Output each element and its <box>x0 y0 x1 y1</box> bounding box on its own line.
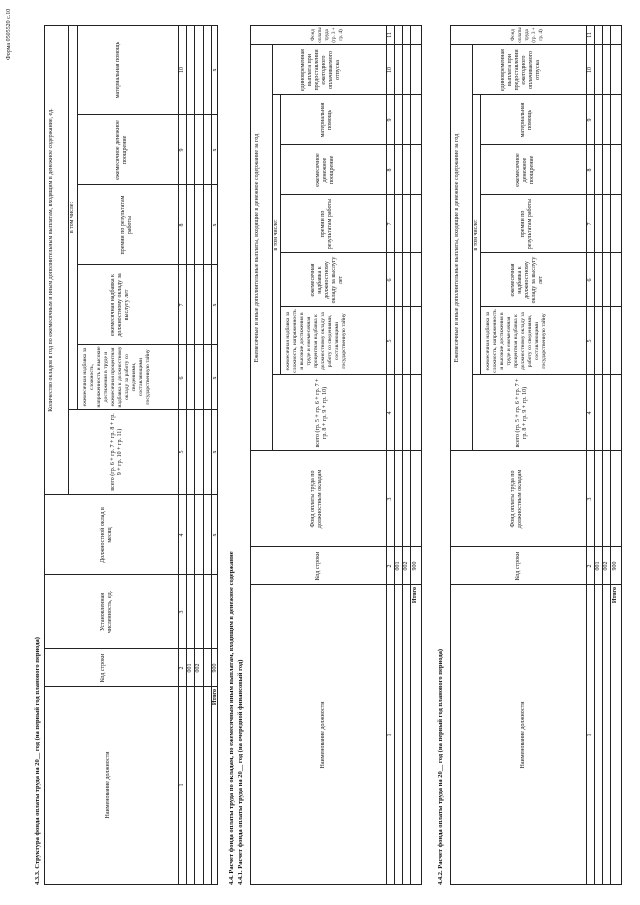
num-6: 6 <box>179 376 185 380</box>
num-4: 4 <box>179 533 185 537</box>
t441-num-7: 7 <box>387 222 393 226</box>
num-3: 3 <box>179 610 185 614</box>
t442-total-code: 900 <box>612 561 618 571</box>
col-code-header: Код строки <box>100 653 106 683</box>
section-442-title: 4.4.2. Расчет фонда оплаты труда на 20__ год (на первый год планового периода) <box>437 648 444 885</box>
total-x-8: x <box>212 223 218 227</box>
col-9-header: ежемесячное денежное поощрение <box>115 120 128 180</box>
total-x-9: x <box>212 148 218 152</box>
t441-col10-header: единовременная выплата при предоставлении ежегодного оплачиваемого отпуска <box>300 49 341 91</box>
t442-col11-header: Фонд оплаты труда (гр. 3 + гр. 4) <box>511 27 544 43</box>
t442-total-header: всего (гр. 5 + гр. 6 + гр. 7 + гр. 8 + гр. 9 + гр. 10) <box>515 378 528 448</box>
t442-fund-header: Фонд оплаты труда по должностным окладам <box>510 469 523 529</box>
t441-num-3: 3 <box>387 497 393 501</box>
t441-num-4: 4 <box>387 411 393 415</box>
num-1: 1 <box>179 783 185 787</box>
total-x-7: x <box>212 303 218 307</box>
row-code-002: 002 <box>195 663 201 673</box>
t441-code-001: 001 <box>395 561 401 571</box>
num-10: 10 <box>179 67 185 73</box>
t441-col11-header: Фонд оплаты труда (гр. 3 + гр. 4) <box>311 27 344 43</box>
t442-col5-header: ежемесячная надбавка за сложность, напряженность и высокие достижения в труде и ежемесячная процентная надбавка к должностному окладу за работу со сведениями, составляющими государственную тайну <box>485 309 547 373</box>
t441-col9-header: материальная помощь <box>320 102 333 138</box>
t441-num-6: 6 <box>387 278 393 282</box>
col-10-header: материальная помощь <box>115 41 121 99</box>
t442-num-8: 8 <box>587 168 593 172</box>
t442-num-4: 4 <box>587 411 593 415</box>
t441-col7-header: премии по результатам работы <box>320 198 333 250</box>
t441-total-code: 900 <box>412 561 418 571</box>
total-x-5: x <box>212 450 218 454</box>
total-x-salary: x <box>212 533 218 537</box>
t442-num-7: 7 <box>587 222 593 226</box>
t442-num-3: 3 <box>587 497 593 501</box>
t442-col10-header: единовременная выплата при предоставлении ежегодного оплачиваемого отпуска <box>500 49 541 91</box>
form-code: Форма 0505520 с.10 <box>6 8 12 60</box>
t441-num-2: 2 <box>387 564 393 568</box>
t442-col6-header: ежемесячная надбавка к должностному окладу за выслугу лет <box>510 256 544 304</box>
section-441-title: 4.4.1. Расчет фонда оплаты труда на 20__ год (на очередной финансовый год) <box>237 659 244 885</box>
num-7: 7 <box>179 303 185 307</box>
t441-num-9: 9 <box>387 118 393 122</box>
t442-code-002: 002 <box>603 561 609 571</box>
t442-col8-header: ежемесячное денежное поощрение <box>515 153 535 187</box>
t441-group-header: Ежемесячные и иные дополнительные выплаты, входящие в денежное содержание за год <box>254 133 260 363</box>
col-incl-header: в том числе: <box>69 201 75 234</box>
t441-col5-header: ежемесячная надбавка за сложность, напряженность и высокие достижения в труде и ежемесячная процентная надбавка к должностному окладу за работу со сведениями, составляющими государственную тайну <box>285 309 347 373</box>
section-44-title: 4.4. Расчет фонда оплаты труда по окладам, по ежемесячным иным выплатам, входящим в денежное содержание <box>228 551 235 885</box>
t442-num-10: 10 <box>587 67 593 73</box>
t442-total-label: Итого <box>612 587 618 604</box>
t442-num-11: 11 <box>587 32 593 38</box>
col-7-header: ежемесячная надбавка к должностному окладу за выслугу лет <box>110 273 130 337</box>
t441-incl-header: в том числе: <box>273 219 279 251</box>
t441-num-8: 8 <box>387 168 393 172</box>
t441-code-002: 002 <box>403 561 409 571</box>
t442-num-1: 1 <box>587 733 593 737</box>
t442-col9-header: материальная помощь <box>520 102 533 138</box>
t442-num-5: 5 <box>587 339 593 343</box>
num-9: 9 <box>179 148 185 152</box>
t441-num-5: 5 <box>387 339 393 343</box>
col-6-header: ежемесячная надбавка за сложность, напряженность и высокие достижения в труде и ежемесячная процентная надбавка к должностному окладу за работу со сведениями, составляющими государственную тайну <box>82 346 151 408</box>
row-code-001: 001 <box>187 663 193 673</box>
t442-num-6: 6 <box>587 278 593 282</box>
t442-code-header: Код строки <box>515 551 521 581</box>
t441-col6-header: ежемесячная надбавка к должностному окладу за выслугу лет <box>310 256 344 304</box>
t441-col8-header: ежемесячное денежное поощрение <box>315 153 335 187</box>
col-group-header: Количество окладов в год по ежемесячным и иным дополнительным выплатам, входящим в денежное содержание, ед. <box>48 108 54 412</box>
num-5: 5 <box>179 450 185 454</box>
t441-num-11: 11 <box>387 32 393 38</box>
num-2: 2 <box>179 666 185 670</box>
t441-code-header: Код строки <box>315 551 321 581</box>
col-name-header: Наименование должности <box>105 751 111 819</box>
t441-name-header: Наименование должности <box>320 701 326 769</box>
num-8: 8 <box>179 223 185 227</box>
t442-name-header: Наименование должности <box>520 701 526 769</box>
total-code: 900 <box>212 663 218 673</box>
t442-num-2: 2 <box>587 564 593 568</box>
col-total-header: всего (гр. 6 + гр. 7 + гр. 8 + гр. 9 + гр. 10 + гр. 11) <box>110 413 123 491</box>
t442-num-9: 9 <box>587 118 593 122</box>
t441-total-header: всего (гр. 5 + гр. 6 + гр. 7 + гр. 8 + гр. 9 + гр. 10) <box>315 378 328 448</box>
t442-code-001: 001 <box>595 561 601 571</box>
total-label: Итого <box>212 689 218 706</box>
col-staff-header: Установленная численность, ед. <box>100 590 113 634</box>
t442-group-header: Ежемесячные и иные дополнительные выплаты, входящие в денежное содержание за год <box>454 133 460 363</box>
t442-incl-header: в том числе: <box>473 219 479 251</box>
t441-num-10: 10 <box>387 67 393 73</box>
t441-num-1: 1 <box>387 733 393 737</box>
total-x-10: x <box>212 68 218 72</box>
total-x-6: x <box>212 376 218 380</box>
t442-col7-header: премии по результатам работы <box>520 198 533 250</box>
col-salary-header: Должностной оклад в месяц <box>100 507 113 563</box>
section-433-title: 4.3.3. Структура фонда оплаты труда на 20__ год (на первый год планового периода) <box>34 637 41 885</box>
t441-fund-header: Фонд оплаты труда по должностным окладам <box>310 469 323 529</box>
col-8-header: премии по результатам работы <box>120 195 133 255</box>
t441-total-label: Итого <box>412 587 418 604</box>
